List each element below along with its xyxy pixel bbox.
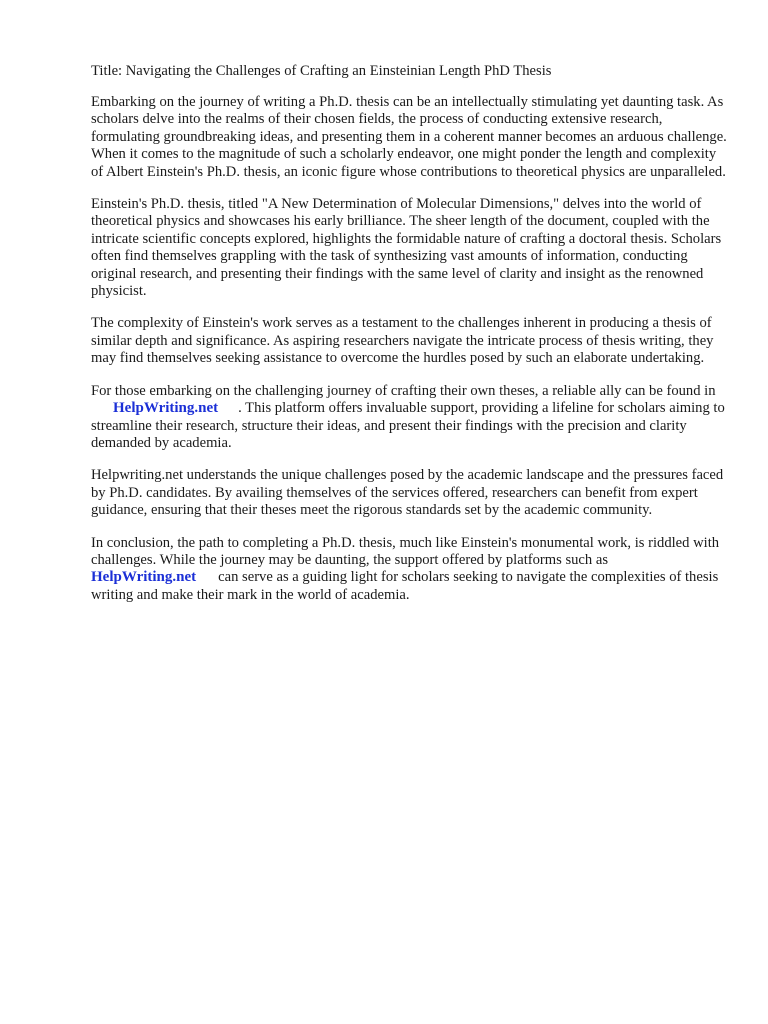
paragraph-reliable-ally [91, 383, 731, 453]
paragraph-text: can serve as a guiding light for scholars seeking to navigate the complexities of thesis writing and make their mark in the world of academia. [91, 569, 719, 603]
document-page [91, 62, 731, 619]
document-title: Title: Navigating the Challenges of Crafting an Einsteinian Length PhD Thesis [91, 63, 552, 79]
paragraph-helpwriting: Helpwriting.net understands the unique challenges posed by the academic landscape and the pressures faced by Ph.D. candidates. By availing themselves of the services offered, researchers can benefit from expert guidance, ensuring that their theses meet the rigorous standards set by the academic community. [91, 467, 724, 519]
paragraph-conclusion [91, 535, 731, 605]
paragraph-complexity: The complexity of Einstein's work serves as a testament to the challenges inherent in producing a thesis of similar depth and significance. As aspiring researchers navigate the intricate process of thesis writing, they may find themselves seeking assistance to overcome the hurdles posed by such an elaborate undertaking. [91, 315, 714, 367]
helpwriting-link[interactable]: HelpWriting.net [113, 400, 219, 417]
helpwriting-link[interactable]: HelpWriting.net [91, 569, 197, 586]
paragraph-text: For those embarking on the challenging journey of crafting their own theses, a reliable ally can be found in [91, 382, 716, 399]
paragraph-intro: Embarking on the journey of writing a Ph.D. thesis can be an intellectually stimulating yet daunting task. As scholars delve into the realms of their chosen fields, the process of conducting extensive research, formulating groundbreaking ideas, and presenting them in a coherent manner becomes an arduous challenge. When it comes to the magnitude of such a scholarly endeavor, one might ponder the length and complexity of Albert Einstein's Ph.D. thesis, an iconic figure whose contributions to theoretical physics are unparalleled. [91, 94, 727, 180]
paragraph-einstein-thesis: Einstein's Ph.D. thesis, titled "A New Determination of Molecular Dimensions," delves into the world of theoretical physics and showcases his early brilliance. The sheer length of the document, coupled with the intricate scientific concepts explored, highlights the formidable nature of crafting a doctoral thesis. Scholars often find themselves grappling with the task of synthesizing vast amounts of information, conducting original research, and presenting their findings with the same level of clarity and insight as the renowned physicist. [91, 196, 722, 300]
paragraph-text: In conclusion, the path to completing a Ph.D. thesis, much like Einstein's monumental work, is riddled with challenges. While the journey may be daunting, the support offered by platforms such as [91, 534, 720, 568]
paragraph-text: . This platform offers invaluable support, providing a lifeline for scholars aiming to streamline their research, structure their ideas, and present their findings with the precision and clarity demanded by academia. [91, 400, 725, 451]
